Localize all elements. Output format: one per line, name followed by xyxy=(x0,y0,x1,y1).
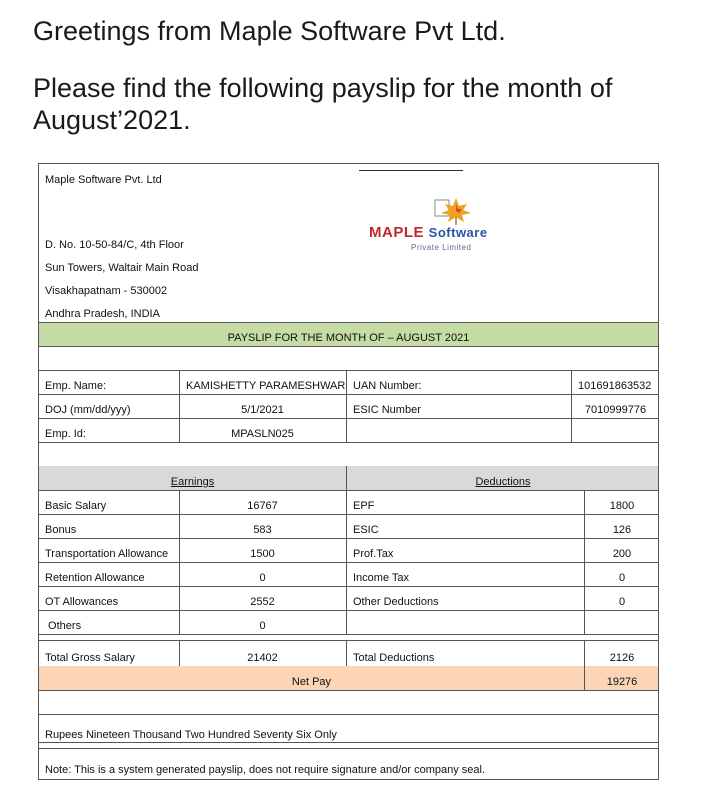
emp-id-label: Emp. Id: xyxy=(45,428,86,440)
uan-value: 101691863532 xyxy=(578,380,652,392)
maple-leaf-icon xyxy=(431,196,481,226)
deduction-label: Prof.Tax xyxy=(353,548,394,560)
company-logo xyxy=(369,196,549,250)
uan-label: UAN Number: xyxy=(353,380,422,392)
deduction-label: Income Tax xyxy=(353,572,410,584)
deduction-value: 0 xyxy=(618,596,626,608)
address-line-1: D. No. 10-50-84/C, 4th Floor xyxy=(45,239,184,251)
earning-label: Basic Salary xyxy=(45,500,107,512)
logo-wordmark xyxy=(369,224,488,241)
earning-label: Transportation Allowance xyxy=(45,548,169,560)
earning-value: 1500 xyxy=(250,548,275,560)
earnings-header: Earnings xyxy=(170,476,215,488)
address-line-2: Sun Towers, Waltair Main Road xyxy=(45,262,199,274)
footer-note: Note: This is a system generated payslip, does not require signature and/or company seal. xyxy=(45,764,486,776)
earning-value: 583 xyxy=(253,524,272,536)
deduction-label: EPF xyxy=(353,500,375,512)
earning-value: 0 xyxy=(259,572,266,584)
earning-label: OT Allowances xyxy=(45,596,119,608)
deduction-label: Other Deductions xyxy=(353,596,439,608)
earning-label: Others xyxy=(45,620,82,632)
earning-label: Retention Allowance xyxy=(45,572,145,584)
deduction-value: 200 xyxy=(612,548,632,560)
total-gross-label: Total Gross Salary xyxy=(45,652,135,664)
deduction-value: 1800 xyxy=(609,500,635,512)
esic-label: ESIC Number xyxy=(353,404,421,416)
total-gross-value: 21402 xyxy=(247,652,278,664)
doj-label: DOJ (mm/dd/yyy) xyxy=(45,404,131,416)
deduction-label: ESIC xyxy=(353,524,379,536)
earning-value: 16767 xyxy=(247,500,278,512)
earning-label: Bonus xyxy=(45,524,77,536)
address-line-4: Andhra Pradesh, INDIA xyxy=(45,308,160,320)
logo-software-text: Software xyxy=(428,225,488,240)
emp-name-value: KAMISHETTY PARAMESHWAR xyxy=(186,380,346,392)
payslip-document xyxy=(38,163,659,780)
net-pay-label: Net Pay xyxy=(291,676,332,688)
logo-tagline: Private Limited xyxy=(411,243,472,252)
doj-value: 5/1/2021 xyxy=(241,404,284,416)
total-deductions-label: Total Deductions xyxy=(353,652,435,664)
address-line-3: Visakhapatnam - 530002 xyxy=(45,285,168,297)
total-deductions-value: 2126 xyxy=(609,652,635,664)
company-name: Maple Software Pvt. Ltd xyxy=(45,174,162,186)
payslip-title: PAYSLIP FOR THE MONTH OF – AUGUST 2021 xyxy=(227,332,470,344)
deduction-value: 0 xyxy=(618,572,626,584)
greeting-line-1: Greetings from Maple Software Pvt Ltd. xyxy=(33,16,506,46)
earning-value: 0 xyxy=(259,620,266,632)
esic-value: 7010999776 xyxy=(584,404,647,416)
greeting-line-2: Please find the following payslip for the month of August’2021. xyxy=(33,73,613,135)
emp-id-value: MPASLN025 xyxy=(231,428,294,440)
emp-name-label: Emp. Name: xyxy=(45,380,107,392)
logo-maple-text: MAPLE xyxy=(369,224,424,241)
deductions-header: Deductions xyxy=(475,476,531,488)
earning-value: 2552 xyxy=(250,596,275,608)
amount-in-words: Rupees Nineteen Thousand Two Hundred Seventy Six Only xyxy=(45,729,337,741)
net-pay-value: 19276 xyxy=(606,676,638,688)
deduction-value: 126 xyxy=(612,524,632,536)
header-rule xyxy=(359,170,463,171)
